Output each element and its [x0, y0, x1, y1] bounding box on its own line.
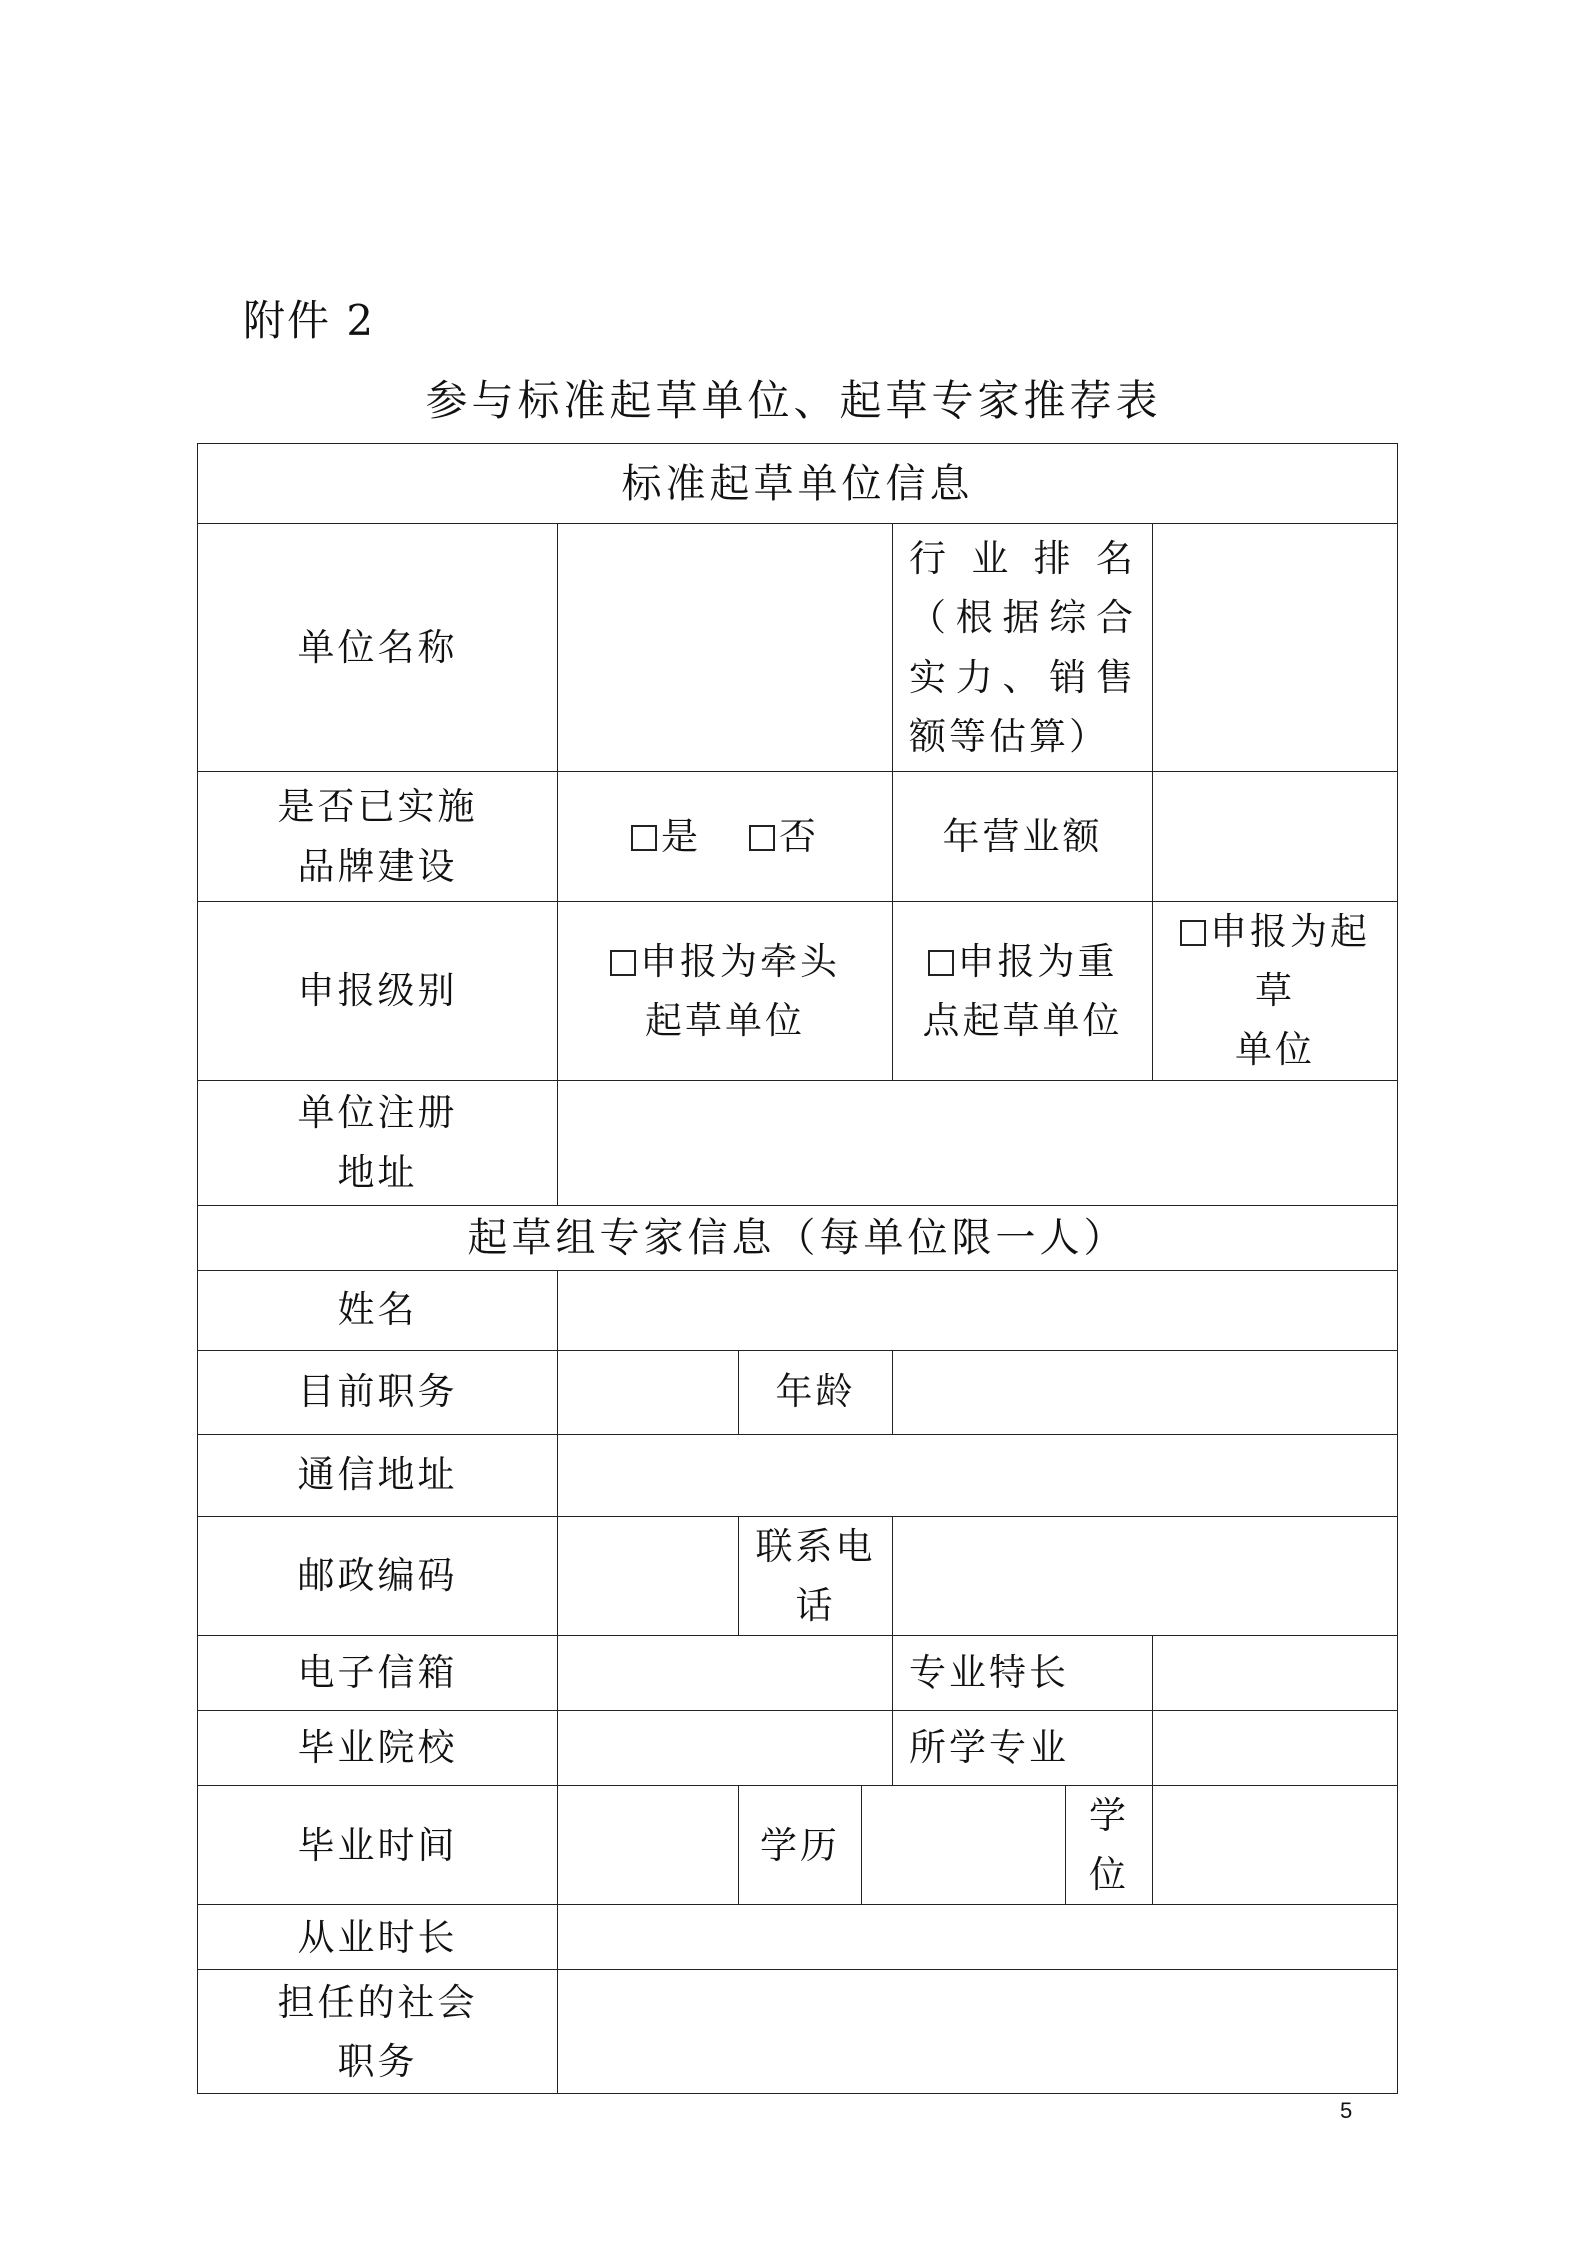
postcode-field[interactable] [558, 1516, 739, 1635]
unit-info-header: 标准起草单位信息 [198, 444, 1398, 524]
position-field[interactable] [558, 1350, 739, 1434]
key-option-line2: 点起草单位 [922, 998, 1123, 1042]
brand-building-label [198, 772, 558, 902]
no-checkbox[interactable] [749, 825, 775, 851]
name-field[interactable] [558, 1270, 1398, 1350]
degree-field[interactable] [1153, 1785, 1398, 1904]
graduation-time-field[interactable] [558, 1785, 739, 1904]
page-number: 5 [1340, 2098, 1353, 2123]
lead-option-line2: 起草单位 [645, 998, 805, 1042]
attachment-label: 附件 2 [243, 296, 376, 345]
social-role-line1: 担任的社会 [277, 1980, 478, 2024]
age-label: 年龄 [739, 1350, 893, 1434]
phone-label: 联系电话 [739, 1516, 893, 1635]
email-field[interactable] [558, 1635, 893, 1710]
expert-info-header: 起草组专家信息（每单位限一人） [198, 1205, 1398, 1270]
annual-revenue-label: 年营业额 [893, 772, 1153, 902]
lead-option-line1: 申报为牵头 [640, 939, 840, 983]
yes-checkbox[interactable] [631, 825, 657, 851]
email-label: 电子信箱 [198, 1635, 558, 1710]
mail-address-field[interactable] [558, 1434, 1398, 1516]
social-role-field[interactable] [558, 1970, 1398, 2094]
industry-rank-field[interactable] [1153, 524, 1398, 772]
school-label: 毕业院校 [198, 1710, 558, 1785]
graduation-time-label: 毕业时间 [198, 1785, 558, 1904]
phone-field[interactable] [893, 1516, 1398, 1635]
social-role-line2: 职务 [337, 2039, 418, 2083]
brand-label-line2: 品牌建设 [297, 844, 458, 888]
brand-building-options [558, 772, 893, 902]
school-field[interactable] [558, 1710, 893, 1785]
document-title: 参与标准起草单位、起草专家推荐表 [425, 376, 1162, 425]
annual-revenue-field[interactable] [1153, 772, 1398, 902]
key-option-line1: 申报为重 [957, 939, 1118, 983]
industry-rank-label: 行业排名（根据综合实力、销售额等估算） [893, 524, 1153, 772]
lead-checkbox[interactable] [610, 950, 636, 976]
education-label: 学历 [739, 1785, 862, 1904]
address-label-line1: 单位注册 [297, 1091, 458, 1135]
social-role-label [198, 1970, 558, 2094]
age-field[interactable] [893, 1350, 1398, 1434]
no-option-label: 否 [779, 814, 819, 858]
level-option-key[interactable] [893, 902, 1153, 1081]
specialty-field[interactable] [1153, 1635, 1398, 1710]
drafting-option-line1: 申报为起草 [1210, 910, 1371, 1013]
unit-name-label: 单位名称 [198, 524, 558, 772]
position-label: 目前职务 [198, 1350, 558, 1434]
major-label: 所学专业 [893, 1710, 1153, 1785]
brand-label-line1: 是否已实施 [277, 785, 478, 829]
unit-name-field[interactable] [558, 524, 893, 772]
experience-field[interactable] [558, 1905, 1398, 1970]
name-label: 姓名 [198, 1270, 558, 1350]
specialty-label: 专业特长 [893, 1635, 1153, 1710]
major-field[interactable] [1153, 1710, 1398, 1785]
experience-label: 从业时长 [198, 1905, 558, 1970]
key-checkbox[interactable] [928, 950, 954, 976]
level-option-drafting[interactable] [1153, 902, 1398, 1081]
drafting-option-line2: 单位 [1235, 1028, 1316, 1072]
address-label-line2: 地址 [337, 1150, 418, 1194]
registered-address-field[interactable] [558, 1080, 1398, 1205]
education-field[interactable] [862, 1785, 1066, 1904]
drafting-checkbox[interactable] [1180, 920, 1206, 946]
postcode-label: 邮政编码 [198, 1516, 558, 1635]
application-level-label: 申报级别 [198, 902, 558, 1081]
recommendation-form-table [197, 443, 1398, 2094]
mail-address-label: 通信地址 [198, 1434, 558, 1516]
level-option-lead[interactable] [558, 902, 893, 1081]
registered-address-label [198, 1080, 558, 1205]
yes-option-label: 是 [661, 814, 701, 858]
degree-label: 学位 [1066, 1785, 1153, 1904]
